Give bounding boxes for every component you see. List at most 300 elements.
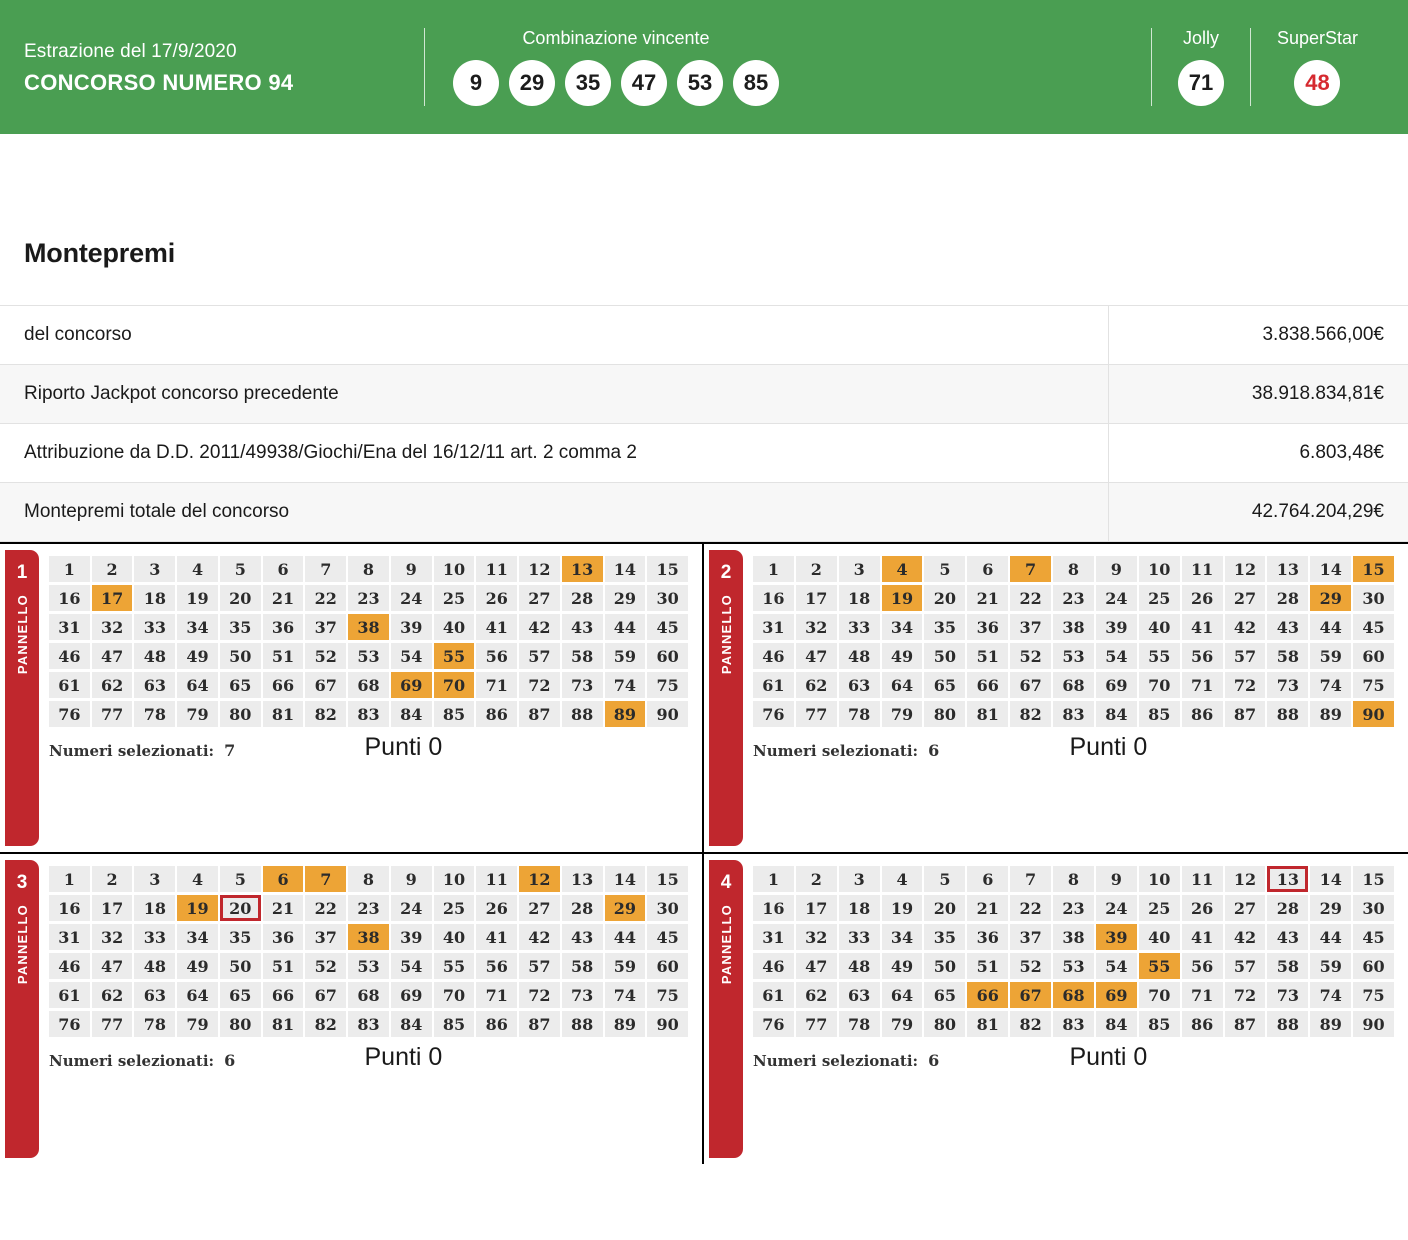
number-cell[interactable]: 70 (1139, 982, 1180, 1008)
number-cell[interactable]: 88 (562, 1011, 603, 1037)
number-cell[interactable]: 37 (305, 924, 346, 950)
number-cell[interactable]: 21 (967, 895, 1008, 921)
number-cell[interactable]: 78 (839, 1011, 880, 1037)
panel-4[interactable] (704, 854, 1408, 1164)
number-cell[interactable]: 78 (839, 701, 880, 727)
number-cell[interactable]: 35 (220, 614, 261, 640)
number-cell[interactable]: 66 (263, 672, 304, 698)
number-cell[interactable]: 14 (605, 866, 646, 892)
number-cell[interactable]: 66 (967, 672, 1008, 698)
number-cell[interactable]: 78 (134, 1011, 175, 1037)
number-cell[interactable]: 56 (476, 643, 517, 669)
number-cell[interactable]: 25 (1139, 895, 1180, 921)
panel-2[interactable] (704, 544, 1408, 854)
number-cell[interactable]: 7 (305, 556, 346, 582)
number-cell[interactable]: 33 (134, 924, 175, 950)
number-cell[interactable]: 64 (882, 672, 923, 698)
number-cell[interactable]: 21 (967, 585, 1008, 611)
number-cell[interactable]: 74 (605, 672, 646, 698)
number-cell[interactable]: 48 (134, 643, 175, 669)
number-cell[interactable]: 30 (647, 585, 688, 611)
number-cell[interactable]: 9 (391, 866, 432, 892)
number-cell[interactable]: 60 (1353, 953, 1394, 979)
number-cell[interactable]: 82 (305, 701, 346, 727)
number-cell[interactable]: 24 (1096, 895, 1137, 921)
number-cell[interactable]: 3 (839, 556, 880, 582)
number-cell[interactable]: 22 (1010, 585, 1051, 611)
number-cell[interactable]: 40 (434, 924, 475, 950)
number-cell[interactable]: 67 (305, 982, 346, 1008)
number-cell[interactable]: 74 (1310, 982, 1351, 1008)
number-cell-selected[interactable]: 7 (1010, 556, 1051, 582)
number-cell[interactable]: 80 (924, 1011, 965, 1037)
number-cell[interactable]: 42 (1225, 924, 1266, 950)
number-cell[interactable]: 1 (49, 866, 90, 892)
number-cell[interactable]: 2 (92, 556, 133, 582)
number-cell[interactable]: 34 (882, 614, 923, 640)
number-cell[interactable]: 4 (177, 556, 218, 582)
number-cell[interactable]: 28 (562, 585, 603, 611)
number-cell[interactable]: 20 (924, 895, 965, 921)
number-cell[interactable]: 60 (647, 953, 688, 979)
number-cell[interactable]: 3 (134, 866, 175, 892)
number-cell[interactable]: 68 (1053, 672, 1094, 698)
number-cell[interactable]: 83 (348, 701, 389, 727)
number-cell[interactable]: 71 (1182, 672, 1223, 698)
number-cell-selected[interactable]: 55 (1139, 953, 1180, 979)
number-cell[interactable]: 25 (1139, 585, 1180, 611)
number-cell[interactable]: 44 (1310, 924, 1351, 950)
number-cell[interactable]: 2 (796, 556, 837, 582)
number-cell[interactable]: 39 (391, 924, 432, 950)
number-cell[interactable]: 80 (220, 701, 261, 727)
number-cell[interactable]: 23 (348, 895, 389, 921)
number-cell[interactable]: 8 (1053, 866, 1094, 892)
number-cell-selected[interactable]: 89 (605, 701, 646, 727)
number-cell[interactable]: 44 (1310, 614, 1351, 640)
number-cell[interactable]: 4 (177, 866, 218, 892)
number-cell[interactable]: 31 (753, 614, 794, 640)
number-cell[interactable]: 61 (753, 672, 794, 698)
number-cell[interactable]: 77 (92, 701, 133, 727)
number-cell[interactable]: 52 (305, 643, 346, 669)
number-cell[interactable]: 90 (647, 701, 688, 727)
number-cell[interactable]: 87 (1225, 1011, 1266, 1037)
number-cell[interactable]: 30 (647, 895, 688, 921)
number-cell[interactable]: 68 (348, 672, 389, 698)
number-grid[interactable] (49, 866, 688, 1037)
number-cell[interactable]: 46 (753, 643, 794, 669)
number-cell[interactable]: 18 (839, 585, 880, 611)
number-cell[interactable]: 63 (134, 982, 175, 1008)
number-cell[interactable]: 80 (924, 701, 965, 727)
number-cell[interactable]: 35 (220, 924, 261, 950)
number-cell[interactable]: 89 (1310, 701, 1351, 727)
number-cell[interactable]: 35 (924, 614, 965, 640)
number-cell[interactable]: 12 (1225, 866, 1266, 892)
number-cell[interactable]: 48 (839, 643, 880, 669)
number-cell[interactable]: 8 (348, 866, 389, 892)
number-cell-selected[interactable]: 19 (882, 585, 923, 611)
number-cell[interactable]: 10 (434, 866, 475, 892)
number-cell[interactable]: 89 (605, 1011, 646, 1037)
number-cell[interactable]: 79 (177, 701, 218, 727)
number-cell[interactable]: 11 (1182, 866, 1223, 892)
number-cell-selected[interactable]: 19 (177, 895, 218, 921)
number-cell[interactable]: 82 (305, 1011, 346, 1037)
number-cell[interactable]: 57 (519, 953, 560, 979)
number-cell[interactable]: 50 (924, 953, 965, 979)
number-cell[interactable]: 71 (476, 982, 517, 1008)
number-cell[interactable]: 10 (1139, 866, 1180, 892)
number-cell[interactable]: 65 (924, 672, 965, 698)
number-cell[interactable]: 75 (1353, 982, 1394, 1008)
number-cell[interactable]: 58 (1267, 643, 1308, 669)
number-cell[interactable]: 54 (391, 953, 432, 979)
number-cell[interactable]: 21 (263, 585, 304, 611)
number-cell[interactable]: 5 (924, 556, 965, 582)
number-cell[interactable]: 18 (839, 895, 880, 921)
number-cell[interactable]: 46 (49, 953, 90, 979)
number-cell[interactable]: 74 (605, 982, 646, 1008)
number-cell-selected[interactable]: 6 (263, 866, 304, 892)
number-cell[interactable]: 42 (1225, 614, 1266, 640)
number-cell-selected[interactable]: 12 (519, 866, 560, 892)
number-cell[interactable]: 73 (1267, 672, 1308, 698)
number-cell[interactable]: 14 (1310, 556, 1351, 582)
number-cell[interactable]: 70 (434, 982, 475, 1008)
number-cell[interactable]: 83 (348, 1011, 389, 1037)
number-cell[interactable]: 58 (562, 643, 603, 669)
number-cell[interactable]: 73 (1267, 982, 1308, 1008)
number-cell[interactable]: 36 (263, 614, 304, 640)
number-cell[interactable]: 57 (519, 643, 560, 669)
number-cell[interactable]: 1 (49, 556, 90, 582)
number-cell[interactable]: 40 (1139, 614, 1180, 640)
number-cell[interactable]: 52 (1010, 953, 1051, 979)
number-cell[interactable]: 54 (1096, 643, 1137, 669)
number-cell[interactable]: 84 (1096, 701, 1137, 727)
number-cell[interactable]: 36 (967, 924, 1008, 950)
number-cell[interactable]: 71 (1182, 982, 1223, 1008)
number-cell[interactable]: 75 (1353, 672, 1394, 698)
number-cell[interactable]: 48 (134, 953, 175, 979)
number-cell[interactable]: 34 (177, 614, 218, 640)
number-cell[interactable]: 88 (1267, 701, 1308, 727)
number-cell[interactable]: 81 (263, 1011, 304, 1037)
number-cell[interactable]: 30 (1353, 895, 1394, 921)
number-cell[interactable]: 28 (562, 895, 603, 921)
number-cell[interactable]: 61 (49, 982, 90, 1008)
number-cell[interactable]: 87 (519, 1011, 560, 1037)
number-cell[interactable]: 72 (1225, 982, 1266, 1008)
number-cell-selected[interactable]: 13 (1267, 866, 1308, 892)
number-cell[interactable]: 30 (1353, 585, 1394, 611)
number-cell[interactable]: 53 (348, 643, 389, 669)
number-cell[interactable]: 50 (220, 643, 261, 669)
number-cell[interactable]: 40 (434, 614, 475, 640)
number-cell[interactable]: 85 (434, 1011, 475, 1037)
number-cell[interactable]: 27 (519, 585, 560, 611)
number-cell[interactable]: 62 (92, 672, 133, 698)
number-cell[interactable]: 9 (1096, 866, 1137, 892)
number-cell[interactable]: 64 (882, 982, 923, 1008)
number-cell[interactable]: 41 (476, 614, 517, 640)
number-cell[interactable]: 84 (391, 1011, 432, 1037)
number-cell[interactable]: 41 (1182, 924, 1223, 950)
number-cell[interactable]: 59 (1310, 953, 1351, 979)
number-cell[interactable]: 41 (476, 924, 517, 950)
number-cell-selected[interactable]: 29 (605, 895, 646, 921)
panel-1[interactable] (0, 544, 704, 854)
number-cell-selected[interactable]: 69 (391, 672, 432, 698)
number-cell[interactable]: 53 (348, 953, 389, 979)
number-cell[interactable]: 51 (967, 953, 1008, 979)
number-cell[interactable]: 53 (1053, 953, 1094, 979)
number-cell[interactable]: 9 (391, 556, 432, 582)
number-cell-selected[interactable]: 38 (348, 614, 389, 640)
number-cell[interactable]: 79 (882, 1011, 923, 1037)
number-cell[interactable]: 89 (1310, 1011, 1351, 1037)
number-cell[interactable]: 72 (519, 672, 560, 698)
number-grid[interactable] (49, 556, 688, 727)
number-cell[interactable]: 12 (1225, 556, 1266, 582)
number-cell[interactable]: 51 (967, 643, 1008, 669)
number-cell[interactable]: 65 (924, 982, 965, 1008)
number-cell[interactable]: 45 (647, 924, 688, 950)
number-cell[interactable]: 3 (839, 866, 880, 892)
number-cell[interactable]: 39 (391, 614, 432, 640)
number-cell[interactable]: 76 (49, 701, 90, 727)
number-cell[interactable]: 25 (434, 895, 475, 921)
number-cell-selected[interactable]: 4 (882, 556, 923, 582)
number-cell[interactable]: 66 (263, 982, 304, 1008)
number-cell[interactable]: 77 (92, 1011, 133, 1037)
number-cell[interactable]: 81 (263, 701, 304, 727)
number-cell[interactable]: 1 (753, 556, 794, 582)
number-cell[interactable]: 43 (1267, 614, 1308, 640)
number-cell[interactable]: 51 (263, 953, 304, 979)
number-cell[interactable]: 21 (263, 895, 304, 921)
number-cell[interactable]: 44 (605, 924, 646, 950)
number-cell[interactable]: 27 (519, 895, 560, 921)
number-cell[interactable]: 69 (1096, 672, 1137, 698)
number-cell[interactable]: 61 (753, 982, 794, 1008)
number-cell[interactable]: 52 (305, 953, 346, 979)
number-cell[interactable]: 79 (882, 701, 923, 727)
number-cell[interactable]: 62 (796, 982, 837, 1008)
number-cell[interactable]: 11 (476, 866, 517, 892)
number-cell[interactable]: 6 (967, 556, 1008, 582)
number-cell[interactable]: 45 (1353, 614, 1394, 640)
number-cell[interactable]: 88 (562, 701, 603, 727)
number-cell[interactable]: 31 (753, 924, 794, 950)
number-grid[interactable] (753, 556, 1394, 727)
number-cell-selected[interactable]: 20 (220, 895, 261, 921)
number-cell[interactable]: 32 (92, 614, 133, 640)
number-cell[interactable]: 85 (1139, 1011, 1180, 1037)
number-cell[interactable]: 27 (1225, 895, 1266, 921)
number-cell[interactable]: 37 (1010, 924, 1051, 950)
number-cell-selected[interactable]: 15 (1353, 556, 1394, 582)
number-cell[interactable]: 14 (1310, 866, 1351, 892)
number-cell[interactable]: 86 (476, 701, 517, 727)
number-cell-selected[interactable]: 90 (1353, 701, 1394, 727)
number-cell[interactable]: 19 (177, 585, 218, 611)
number-cell[interactable]: 26 (476, 585, 517, 611)
number-cell[interactable]: 9 (1096, 556, 1137, 582)
number-cell[interactable]: 15 (647, 866, 688, 892)
number-cell[interactable]: 57 (1225, 953, 1266, 979)
number-cell[interactable]: 43 (562, 614, 603, 640)
number-cell[interactable]: 16 (753, 895, 794, 921)
number-cell[interactable]: 37 (1010, 614, 1051, 640)
number-cell[interactable]: 20 (924, 585, 965, 611)
number-cell-selected[interactable]: 17 (92, 585, 133, 611)
number-cell[interactable]: 90 (647, 1011, 688, 1037)
number-cell[interactable]: 6 (263, 556, 304, 582)
number-cell[interactable]: 16 (753, 585, 794, 611)
number-cell[interactable]: 13 (1267, 556, 1308, 582)
number-cell[interactable]: 87 (519, 701, 560, 727)
number-cell[interactable]: 54 (1096, 953, 1137, 979)
number-cell[interactable]: 33 (839, 614, 880, 640)
number-cell[interactable]: 18 (134, 895, 175, 921)
number-cell[interactable]: 78 (134, 701, 175, 727)
number-cell[interactable]: 49 (882, 643, 923, 669)
number-cell[interactable]: 33 (134, 614, 175, 640)
number-cell[interactable]: 24 (391, 895, 432, 921)
number-cell[interactable]: 77 (796, 701, 837, 727)
number-cell[interactable]: 14 (605, 556, 646, 582)
number-cell[interactable]: 64 (177, 672, 218, 698)
number-cell[interactable]: 36 (263, 924, 304, 950)
number-cell[interactable]: 87 (1225, 701, 1266, 727)
number-cell[interactable]: 83 (1053, 701, 1094, 727)
number-cell[interactable]: 32 (796, 614, 837, 640)
number-cell[interactable]: 35 (924, 924, 965, 950)
number-cell[interactable]: 45 (647, 614, 688, 640)
number-cell[interactable]: 67 (305, 672, 346, 698)
number-cell[interactable]: 27 (1225, 585, 1266, 611)
number-cell[interactable]: 69 (391, 982, 432, 1008)
number-cell[interactable]: 61 (49, 672, 90, 698)
number-cell[interactable]: 5 (220, 866, 261, 892)
number-cell[interactable]: 52 (1010, 643, 1051, 669)
number-cell-selected[interactable]: 70 (434, 672, 475, 698)
number-cell[interactable]: 50 (924, 643, 965, 669)
number-cell[interactable]: 33 (839, 924, 880, 950)
number-cell[interactable]: 37 (305, 614, 346, 640)
number-cell[interactable]: 59 (605, 953, 646, 979)
number-cell[interactable]: 31 (49, 614, 90, 640)
number-cell[interactable]: 38 (1053, 614, 1094, 640)
number-cell[interactable]: 26 (1182, 585, 1223, 611)
number-cell[interactable]: 72 (1225, 672, 1266, 698)
number-cell[interactable]: 76 (49, 1011, 90, 1037)
number-cell[interactable]: 63 (134, 672, 175, 698)
number-cell[interactable]: 2 (796, 866, 837, 892)
number-cell[interactable]: 10 (434, 556, 475, 582)
number-cell-selected[interactable]: 7 (305, 866, 346, 892)
number-cell[interactable]: 57 (1225, 643, 1266, 669)
number-cell[interactable]: 41 (1182, 614, 1223, 640)
number-cell[interactable]: 39 (1096, 614, 1137, 640)
number-cell[interactable]: 25 (434, 585, 475, 611)
number-cell[interactable]: 44 (605, 614, 646, 640)
number-cell[interactable]: 84 (391, 701, 432, 727)
number-cell[interactable]: 72 (519, 982, 560, 1008)
number-cell[interactable]: 2 (92, 866, 133, 892)
number-cell[interactable]: 40 (1139, 924, 1180, 950)
number-cell[interactable]: 56 (1182, 953, 1223, 979)
number-cell[interactable]: 86 (1182, 1011, 1223, 1037)
number-cell[interactable]: 63 (839, 982, 880, 1008)
number-cell[interactable]: 82 (1010, 1011, 1051, 1037)
number-cell[interactable]: 85 (434, 701, 475, 727)
number-cell[interactable]: 17 (796, 895, 837, 921)
number-cell[interactable]: 50 (220, 953, 261, 979)
number-cell[interactable]: 5 (220, 556, 261, 582)
number-cell[interactable]: 64 (177, 982, 218, 1008)
number-cell[interactable]: 62 (92, 982, 133, 1008)
number-cell[interactable]: 11 (476, 556, 517, 582)
number-cell[interactable]: 22 (305, 585, 346, 611)
number-cell[interactable]: 34 (882, 924, 923, 950)
number-cell[interactable]: 59 (1310, 643, 1351, 669)
number-cell[interactable]: 71 (476, 672, 517, 698)
number-cell[interactable]: 76 (753, 701, 794, 727)
number-cell[interactable]: 81 (967, 701, 1008, 727)
number-cell-selected[interactable]: 38 (348, 924, 389, 950)
number-cell[interactable]: 4 (882, 866, 923, 892)
number-cell[interactable]: 43 (562, 924, 603, 950)
number-cell[interactable]: 22 (305, 895, 346, 921)
number-cell[interactable]: 75 (647, 982, 688, 1008)
number-cell[interactable]: 23 (348, 585, 389, 611)
number-cell[interactable]: 70 (1139, 672, 1180, 698)
number-cell[interactable]: 10 (1139, 556, 1180, 582)
panel-3[interactable] (0, 854, 704, 1164)
number-cell[interactable]: 8 (1053, 556, 1094, 582)
number-cell[interactable]: 16 (49, 585, 90, 611)
number-cell[interactable]: 73 (562, 982, 603, 1008)
number-cell[interactable]: 24 (1096, 585, 1137, 611)
number-cell[interactable]: 42 (519, 614, 560, 640)
number-cell[interactable]: 17 (796, 585, 837, 611)
number-cell[interactable]: 23 (1053, 585, 1094, 611)
number-cell[interactable]: 90 (1353, 1011, 1394, 1037)
number-cell[interactable]: 26 (1182, 895, 1223, 921)
number-cell[interactable]: 60 (647, 643, 688, 669)
number-cell[interactable]: 77 (796, 1011, 837, 1037)
number-cell[interactable]: 17 (92, 895, 133, 921)
number-cell[interactable]: 46 (49, 643, 90, 669)
number-cell[interactable]: 29 (605, 585, 646, 611)
number-cell-selected[interactable]: 68 (1053, 982, 1094, 1008)
number-cell[interactable]: 24 (391, 585, 432, 611)
number-cell[interactable]: 46 (753, 953, 794, 979)
number-cell[interactable]: 6 (967, 866, 1008, 892)
number-cell[interactable]: 48 (839, 953, 880, 979)
number-cell[interactable]: 23 (1053, 895, 1094, 921)
number-cell[interactable]: 84 (1096, 1011, 1137, 1037)
number-cell[interactable]: 28 (1267, 585, 1308, 611)
number-cell[interactable]: 36 (967, 614, 1008, 640)
number-cell[interactable]: 12 (519, 556, 560, 582)
number-cell[interactable]: 59 (605, 643, 646, 669)
number-cell[interactable]: 58 (562, 953, 603, 979)
